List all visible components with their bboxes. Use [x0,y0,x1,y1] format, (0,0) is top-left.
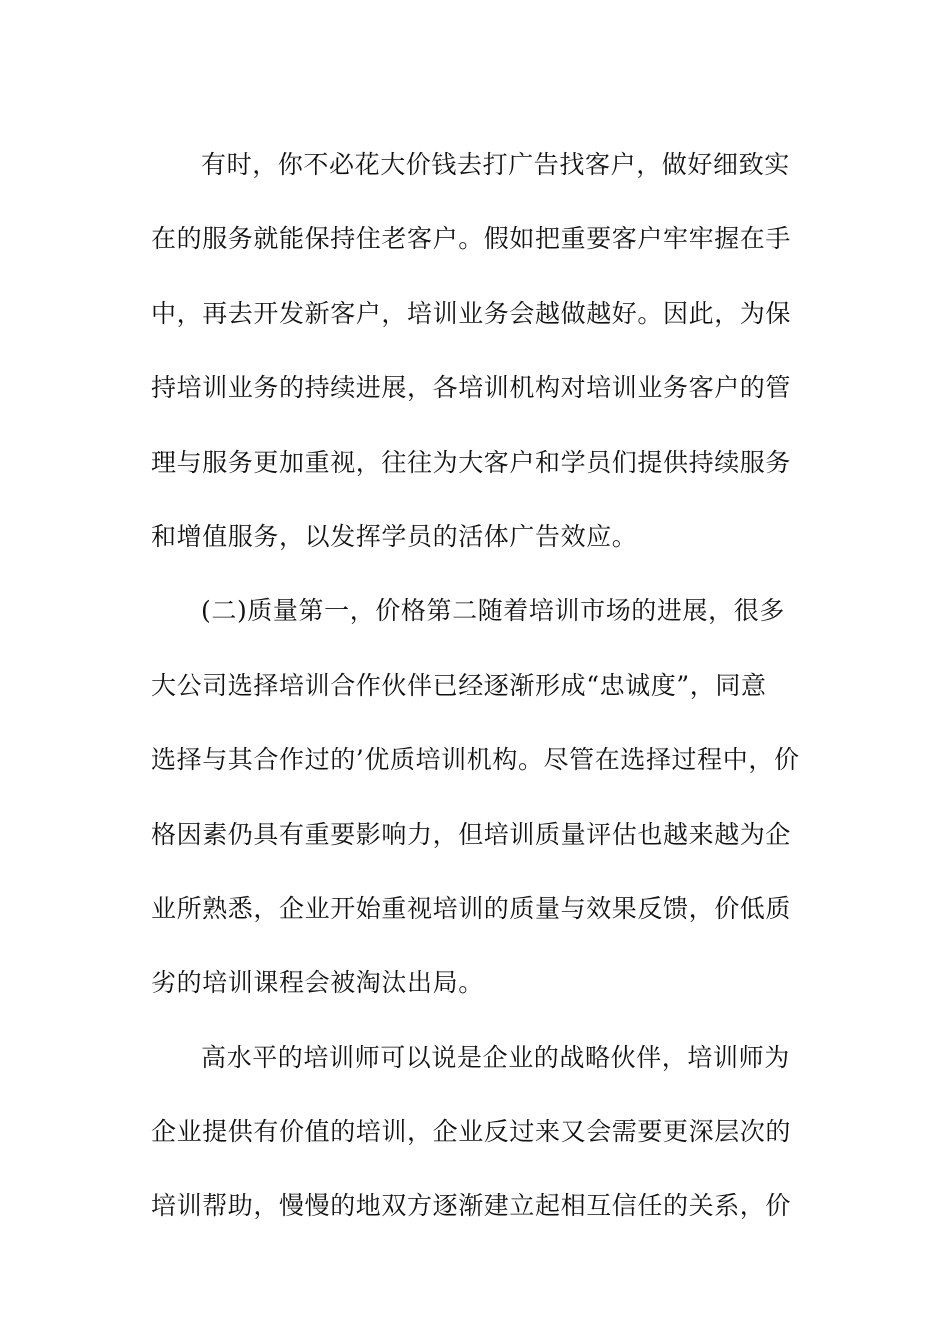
text-line: 企业提供有价值的培训，企业反过来又会需要更深层次的 [151,1117,792,1147]
text-line: 持培训业务的持续进展，各培训机构对培训业务客户的管 [151,373,792,403]
paragraph-quality-first [151,574,801,1020]
text-line: 和增值服务，以发挥学员的活体广告效应。 [151,521,638,551]
document-body [151,128,801,1244]
text-line: 在的服务就能保持住老客户。假如把重要客户牢牢握在手 [151,224,792,254]
text-line: 高水平的培训师可以说是企业的战略伙伴，培训师为 [201,1042,790,1072]
text-line: 业所熟悉，企业开始重视培训的质量与效果反馈，价低质 [151,893,792,923]
text-line: 理与服务更加重视，往往为大客户和学员们提供持续服务 [151,447,792,477]
paragraph-trainer-partner [151,1021,801,1244]
text-line: (二)质量第一，价格第二随着培训市场的进展，很多 [201,596,785,626]
text-line: 有时，你不必花大价钱去打广告找客户，做好细致实 [201,150,790,179]
text-line: 培训帮助，慢慢的地双方逐渐建立起相互信任的关系，价 [151,1191,792,1221]
text-line: 大公司选择培训合作伙伴已经逐渐形成“忠诚度”，同意 [151,670,767,700]
text-line: 劣的培训课程会被淘汰出局。 [151,968,484,998]
text-line: 选择与其合作过的’优质培训机构。尽管在选择过程中，价 [151,745,800,775]
text-line: 中，再去开发新客户，培训业务会越做越好。因此，为保 [151,298,792,328]
text-line: 格因素仍具有重要影响力，但培训质量评估也越来越为企 [151,819,792,849]
paragraph-customer-service [151,128,801,574]
